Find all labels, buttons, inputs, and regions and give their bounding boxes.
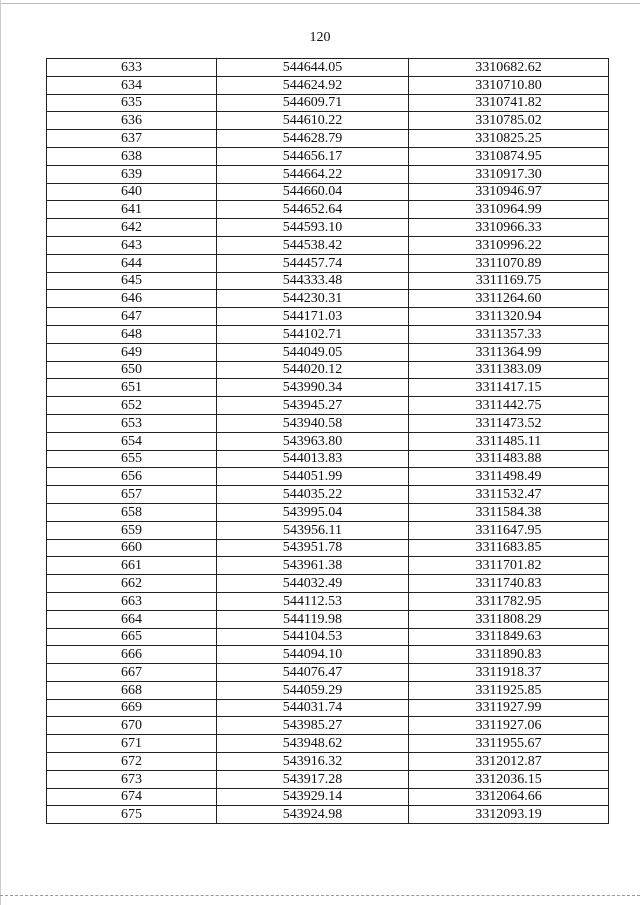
table-row [47, 699, 609, 717]
table-row [47, 432, 609, 450]
point-number-cell: 635 [47, 94, 217, 112]
x-coordinate-cell: 543995.04 [217, 503, 409, 521]
point-number-cell: 645 [47, 272, 217, 290]
point-number-cell: 659 [47, 521, 217, 539]
y-coordinate-cell: 3311417.15 [409, 379, 609, 397]
point-number-cell: 665 [47, 628, 217, 646]
table-row [47, 290, 609, 308]
point-number-cell: 649 [47, 343, 217, 361]
table-row [47, 450, 609, 468]
x-coordinate-cell: 543917.28 [217, 770, 409, 788]
x-coordinate-cell: 544104.53 [217, 628, 409, 646]
point-number-cell: 668 [47, 681, 217, 699]
point-number-cell: 670 [47, 717, 217, 735]
x-coordinate-cell: 544230.31 [217, 290, 409, 308]
y-coordinate-cell: 3311890.83 [409, 646, 609, 664]
point-number-cell: 667 [47, 664, 217, 682]
table-row [47, 414, 609, 432]
table-row [47, 664, 609, 682]
y-coordinate-cell: 3312093.19 [409, 806, 609, 824]
x-coordinate-cell: 544664.22 [217, 165, 409, 183]
y-coordinate-cell: 3310946.97 [409, 183, 609, 201]
point-number-cell: 650 [47, 361, 217, 379]
coordinates-table-container [46, 58, 608, 824]
point-number-cell: 672 [47, 753, 217, 771]
y-coordinate-cell: 3312036.15 [409, 770, 609, 788]
table-row [47, 379, 609, 397]
y-coordinate-cell: 3311927.99 [409, 699, 609, 717]
y-coordinate-cell: 3311849.63 [409, 628, 609, 646]
x-coordinate-cell: 544013.83 [217, 450, 409, 468]
y-coordinate-cell: 3311320.94 [409, 308, 609, 326]
y-coordinate-cell: 3310964.99 [409, 201, 609, 219]
y-coordinate-cell: 3311498.49 [409, 468, 609, 486]
table-row [47, 254, 609, 272]
x-coordinate-cell: 544609.71 [217, 94, 409, 112]
point-number-cell: 674 [47, 788, 217, 806]
y-coordinate-cell: 3311264.60 [409, 290, 609, 308]
y-coordinate-cell: 3311357.33 [409, 325, 609, 343]
table-row [47, 147, 609, 165]
point-number-cell: 644 [47, 254, 217, 272]
x-coordinate-cell: 544031.74 [217, 699, 409, 717]
y-coordinate-cell: 3310741.82 [409, 94, 609, 112]
point-number-cell: 658 [47, 503, 217, 521]
point-number-cell: 673 [47, 770, 217, 788]
point-number-cell: 664 [47, 610, 217, 628]
table-row [47, 130, 609, 148]
y-coordinate-cell: 3311927.06 [409, 717, 609, 735]
table-row [47, 681, 609, 699]
page-number: 120 [309, 30, 331, 45]
table-row [47, 592, 609, 610]
x-coordinate-cell: 544656.17 [217, 147, 409, 165]
point-number-cell: 662 [47, 575, 217, 593]
point-number-cell: 651 [47, 379, 217, 397]
table-row [47, 521, 609, 539]
x-coordinate-cell: 544102.71 [217, 325, 409, 343]
point-number-cell: 661 [47, 557, 217, 575]
table-row [47, 76, 609, 94]
x-coordinate-cell: 544051.99 [217, 468, 409, 486]
point-number-cell: 657 [47, 486, 217, 504]
table-row [47, 112, 609, 130]
x-coordinate-cell: 544624.92 [217, 76, 409, 94]
x-coordinate-cell: 544610.22 [217, 112, 409, 130]
y-coordinate-cell: 3310966.33 [409, 219, 609, 237]
x-coordinate-cell: 543963.80 [217, 432, 409, 450]
y-coordinate-cell: 3311473.52 [409, 414, 609, 432]
y-coordinate-cell: 3310874.95 [409, 147, 609, 165]
y-coordinate-cell: 3310785.02 [409, 112, 609, 130]
point-number-cell: 655 [47, 450, 217, 468]
x-coordinate-cell: 543924.98 [217, 806, 409, 824]
table-row [47, 628, 609, 646]
y-coordinate-cell: 3310996.22 [409, 236, 609, 254]
table-row [47, 343, 609, 361]
table-row [47, 753, 609, 771]
point-number-cell: 640 [47, 183, 217, 201]
y-coordinate-cell: 3311918.37 [409, 664, 609, 682]
table-row [47, 219, 609, 237]
point-number-cell: 660 [47, 539, 217, 557]
y-coordinate-cell: 3312064.66 [409, 788, 609, 806]
table-row [47, 539, 609, 557]
point-number-cell: 646 [47, 290, 217, 308]
table-row [47, 788, 609, 806]
point-number-cell: 666 [47, 646, 217, 664]
point-number-cell: 641 [47, 201, 217, 219]
x-coordinate-cell: 544171.03 [217, 308, 409, 326]
table-row [47, 770, 609, 788]
point-number-cell: 638 [47, 147, 217, 165]
y-coordinate-cell: 3311701.82 [409, 557, 609, 575]
table-row [47, 308, 609, 326]
y-coordinate-cell: 3311383.09 [409, 361, 609, 379]
x-coordinate-cell: 544094.10 [217, 646, 409, 664]
x-coordinate-cell: 544032.49 [217, 575, 409, 593]
y-coordinate-cell: 3311808.29 [409, 610, 609, 628]
table-row [47, 183, 609, 201]
x-coordinate-cell: 544660.04 [217, 183, 409, 201]
point-number-cell: 647 [47, 308, 217, 326]
x-coordinate-cell: 544644.05 [217, 59, 409, 77]
x-coordinate-cell: 543916.32 [217, 753, 409, 771]
y-coordinate-cell: 3311169.75 [409, 272, 609, 290]
point-number-cell: 654 [47, 432, 217, 450]
x-coordinate-cell: 544119.98 [217, 610, 409, 628]
x-coordinate-cell: 544457.74 [217, 254, 409, 272]
table-row [47, 735, 609, 753]
point-number-cell: 675 [47, 806, 217, 824]
x-coordinate-cell: 543990.34 [217, 379, 409, 397]
x-coordinate-cell: 543961.38 [217, 557, 409, 575]
y-coordinate-cell: 3311647.95 [409, 521, 609, 539]
x-coordinate-cell: 543948.62 [217, 735, 409, 753]
x-coordinate-cell: 544628.79 [217, 130, 409, 148]
y-coordinate-cell: 3311584.38 [409, 503, 609, 521]
y-coordinate-cell: 3311364.99 [409, 343, 609, 361]
point-number-cell: 642 [47, 219, 217, 237]
x-coordinate-cell: 544035.22 [217, 486, 409, 504]
table-row [47, 468, 609, 486]
y-coordinate-cell: 3311782.95 [409, 592, 609, 610]
x-coordinate-cell: 544112.53 [217, 592, 409, 610]
x-coordinate-cell: 544538.42 [217, 236, 409, 254]
y-coordinate-cell: 3311485.11 [409, 432, 609, 450]
x-coordinate-cell: 544333.48 [217, 272, 409, 290]
coordinates-table [46, 58, 609, 824]
table-row [47, 717, 609, 735]
table-row [47, 165, 609, 183]
y-coordinate-cell: 3311683.85 [409, 539, 609, 557]
point-number-cell: 669 [47, 699, 217, 717]
y-coordinate-cell: 3311740.83 [409, 575, 609, 593]
table-row [47, 201, 609, 219]
table-row [47, 486, 609, 504]
table-row [47, 236, 609, 254]
page-bottom-rule [0, 895, 640, 896]
table-row [47, 806, 609, 824]
x-coordinate-cell: 543940.58 [217, 414, 409, 432]
point-number-cell: 634 [47, 76, 217, 94]
table-row [47, 575, 609, 593]
table-row [47, 272, 609, 290]
table-row [47, 361, 609, 379]
table-row [47, 325, 609, 343]
y-coordinate-cell: 3311925.85 [409, 681, 609, 699]
y-coordinate-cell: 3311070.89 [409, 254, 609, 272]
point-number-cell: 637 [47, 130, 217, 148]
table-row [47, 610, 609, 628]
y-coordinate-cell: 3312012.87 [409, 753, 609, 771]
x-coordinate-cell: 543985.27 [217, 717, 409, 735]
y-coordinate-cell: 3310682.62 [409, 59, 609, 77]
point-number-cell: 653 [47, 414, 217, 432]
table-row [47, 397, 609, 415]
x-coordinate-cell: 544593.10 [217, 219, 409, 237]
y-coordinate-cell: 3310710.80 [409, 76, 609, 94]
x-coordinate-cell: 544049.05 [217, 343, 409, 361]
point-number-cell: 648 [47, 325, 217, 343]
y-coordinate-cell: 3311532.47 [409, 486, 609, 504]
x-coordinate-cell: 544652.64 [217, 201, 409, 219]
point-number-cell: 671 [47, 735, 217, 753]
point-number-cell: 643 [47, 236, 217, 254]
x-coordinate-cell: 544059.29 [217, 681, 409, 699]
table-row [47, 646, 609, 664]
table-row [47, 94, 609, 112]
point-number-cell: 636 [47, 112, 217, 130]
x-coordinate-cell: 543929.14 [217, 788, 409, 806]
y-coordinate-cell: 3311955.67 [409, 735, 609, 753]
table-row [47, 557, 609, 575]
point-number-cell: 633 [47, 59, 217, 77]
y-coordinate-cell: 3310917.30 [409, 165, 609, 183]
point-number-cell: 652 [47, 397, 217, 415]
page-top-edge [0, 3, 640, 4]
page-left-edge [0, 0, 1, 905]
y-coordinate-cell: 3310825.25 [409, 130, 609, 148]
point-number-cell: 663 [47, 592, 217, 610]
table-row [47, 503, 609, 521]
y-coordinate-cell: 3311442.75 [409, 397, 609, 415]
x-coordinate-cell: 543956.11 [217, 521, 409, 539]
table-row [47, 59, 609, 77]
point-number-cell: 639 [47, 165, 217, 183]
x-coordinate-cell: 544020.12 [217, 361, 409, 379]
y-coordinate-cell: 3311483.88 [409, 450, 609, 468]
point-number-cell: 656 [47, 468, 217, 486]
x-coordinate-cell: 544076.47 [217, 664, 409, 682]
coordinates-table-body [47, 59, 609, 824]
x-coordinate-cell: 543951.78 [217, 539, 409, 557]
x-coordinate-cell: 543945.27 [217, 397, 409, 415]
